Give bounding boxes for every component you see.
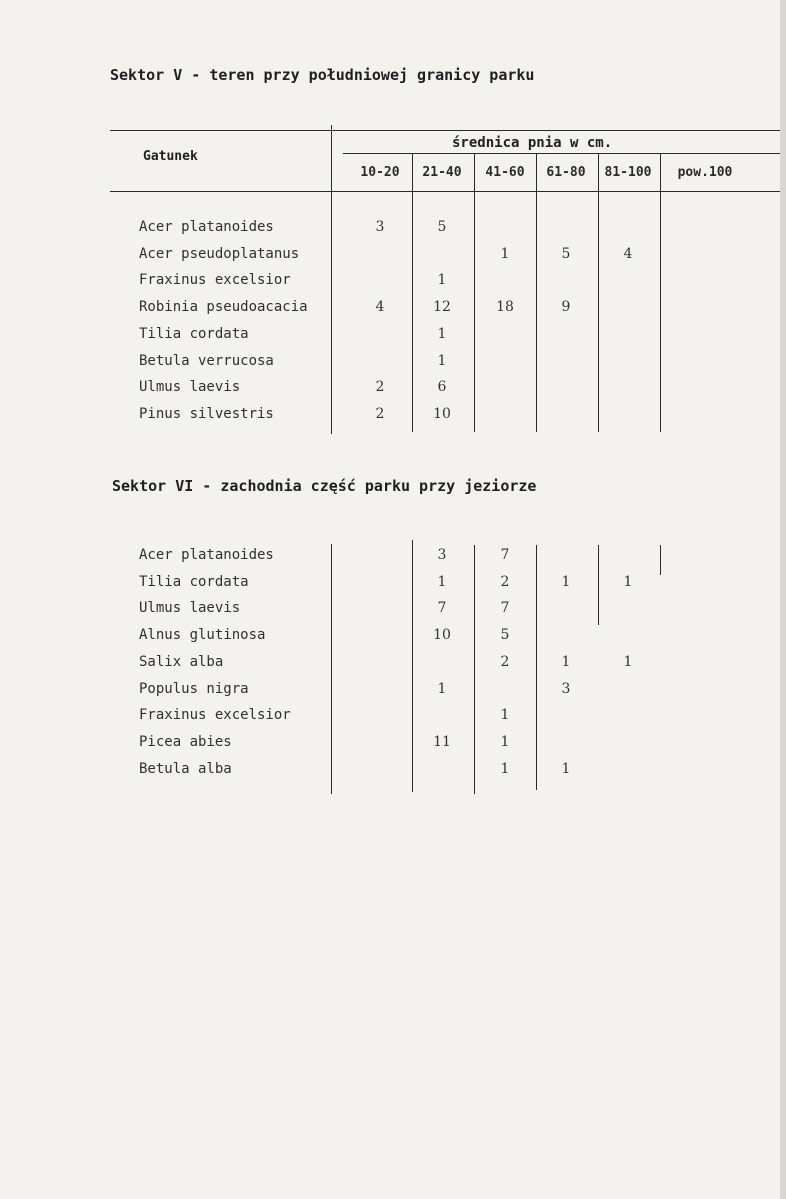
sector6-cell-0-1: 3 xyxy=(437,547,447,563)
sector5-cell-3-0: 4 xyxy=(375,299,385,316)
sector5-cell-7-1: 10 xyxy=(433,405,451,422)
sector6-cell-6-2: 1 xyxy=(500,707,510,724)
sector5-cell-7-0: 2 xyxy=(375,405,385,422)
sector6-cell-1-3: 1 xyxy=(561,573,571,590)
sector6-cell-5-1: 1 xyxy=(437,680,447,697)
species-column-header: Gatunek xyxy=(143,149,198,164)
sector5-species-4: Tilia cordata xyxy=(139,325,249,342)
sector5-species-3: Robinia pseudoacacia xyxy=(139,299,308,316)
sector6-cell-0-2: 7 xyxy=(500,547,510,563)
sector5-cell-1-3: 5 xyxy=(561,245,571,262)
sector6-cell-1-4: 1 xyxy=(623,573,633,590)
range-column-rule-4 xyxy=(660,545,661,575)
sector5-species-5: Betula verrucosa xyxy=(139,352,274,369)
sector6-title: Sektor VI - zachodnia część parku przy jeziorze xyxy=(112,477,537,495)
diameter-header: średnica pnia w cm. xyxy=(452,135,613,151)
range-column-rule-2 xyxy=(536,153,537,432)
sector5-cell-1-4: 4 xyxy=(623,245,633,262)
sector5-title: Sektor V - teren przy południowej granicy parku xyxy=(110,66,535,84)
sector6-cell-7-2: 1 xyxy=(500,733,510,750)
sector5-cell-6-0: 2 xyxy=(375,379,385,396)
range-column-rule-3 xyxy=(598,153,599,432)
sector6-cell-4-2: 2 xyxy=(500,653,510,670)
sector5-cell-0-0: 3 xyxy=(375,219,385,235)
sector6-cell-2-1: 7 xyxy=(437,600,447,617)
table-top-rule xyxy=(110,130,780,131)
sector5-cell-5-1: 1 xyxy=(437,352,447,369)
sector5-species-2: Fraxinus excelsior xyxy=(139,272,291,289)
range-header-4: 81-100 xyxy=(604,165,652,180)
sector5-species-6: Ulmus laevis xyxy=(139,379,241,396)
sector5-cell-1-2: 1 xyxy=(500,245,510,262)
range-column-rule-1 xyxy=(474,545,475,794)
species-column-rule xyxy=(331,125,332,434)
species-column-rule xyxy=(331,544,332,794)
sector6-cell-1-1: 1 xyxy=(437,573,447,590)
sector6-cell-2-2: 7 xyxy=(500,600,510,617)
range-header-1: 21-40 xyxy=(422,165,462,180)
sector6-species-7: Picea abies xyxy=(139,733,232,750)
range-column-rule-3 xyxy=(598,545,599,625)
sector5-cell-3-1: 12 xyxy=(433,299,451,316)
header-mid-rule xyxy=(343,153,780,154)
range-column-rule-4 xyxy=(660,153,661,432)
sector6-cell-7-1: 11 xyxy=(433,733,451,750)
range-column-rule-2 xyxy=(536,545,537,790)
sector5-cell-6-1: 6 xyxy=(437,379,447,396)
sector5-cell-3-2: 18 xyxy=(496,299,514,316)
sector6-cell-3-2: 5 xyxy=(500,627,510,644)
sector6-species-5: Populus nigra xyxy=(139,680,249,697)
sector6-cell-3-1: 10 xyxy=(433,627,451,644)
sector5-cell-0-1: 5 xyxy=(437,219,447,235)
sector6-species-8: Betula alba xyxy=(139,760,232,777)
sector6-cell-4-4: 1 xyxy=(623,653,633,670)
sector6-cell-8-3: 1 xyxy=(561,760,571,777)
sector6-species-1: Tilia cordata xyxy=(139,573,249,590)
range-header-0: 10-20 xyxy=(360,165,400,180)
sector6-species-0: Acer platanoides xyxy=(139,547,274,563)
sector6-cell-4-3: 1 xyxy=(561,653,571,670)
sector6-species-3: Alnus glutinosa xyxy=(139,627,266,644)
range-header-2: 41-60 xyxy=(485,165,525,180)
header-bottom-rule xyxy=(110,191,780,192)
range-header-3: 61-80 xyxy=(546,165,586,180)
sector6-cell-5-3: 3 xyxy=(561,680,571,697)
range-column-rule-1 xyxy=(474,153,475,432)
range-header-5: pow.100 xyxy=(677,165,733,180)
range-column-rule-0 xyxy=(412,540,413,792)
sector5-species-0: Acer platanoides xyxy=(139,219,274,235)
page-edge xyxy=(780,0,786,1199)
sector5-cell-2-1: 1 xyxy=(437,272,447,289)
sector5-species-1: Acer pseudoplatanus xyxy=(139,245,300,262)
sector6-species-4: Salix alba xyxy=(139,653,224,670)
sector5-cell-4-1: 1 xyxy=(437,325,447,342)
range-column-rule-0 xyxy=(412,153,413,432)
sector5-cell-3-3: 9 xyxy=(561,299,571,316)
sector6-species-2: Ulmus laevis xyxy=(139,600,241,617)
sector6-species-6: Fraxinus excelsior xyxy=(139,707,291,724)
sector6-cell-8-2: 1 xyxy=(500,760,510,777)
sector6-cell-1-2: 2 xyxy=(500,573,510,590)
sector5-species-7: Pinus silvestris xyxy=(139,405,274,422)
